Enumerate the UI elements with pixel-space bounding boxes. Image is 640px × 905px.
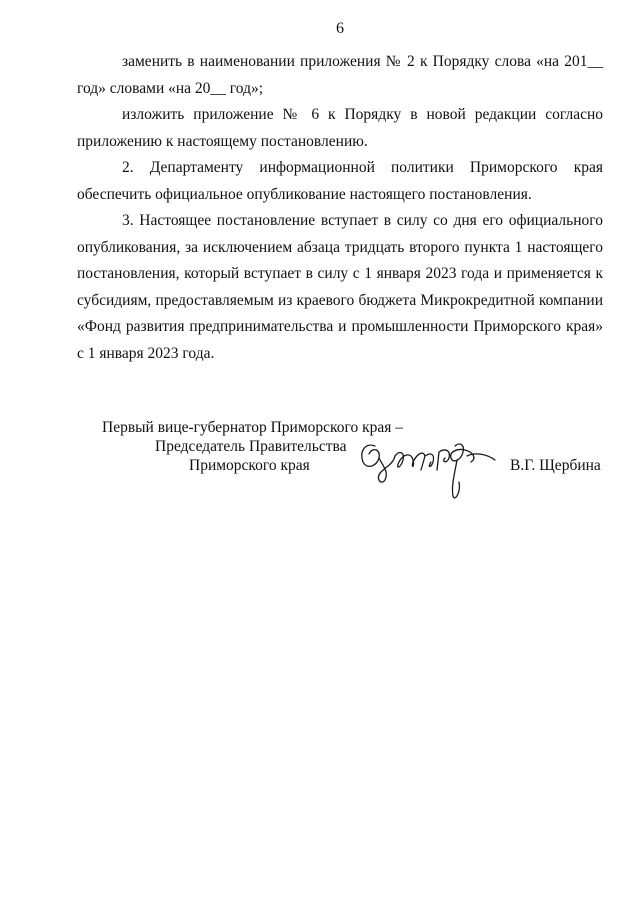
paragraph-rename-appendix: заменить в наименовании приложения № 2 к Порядку слова «на 201__ год» словами «на 20__ год»; (77, 53, 603, 97)
signatory-name: В.Г. Щербина (510, 457, 601, 474)
signatory-title-line-1: Первый вице-губернатор Приморского края – (102, 419, 404, 436)
document-body (77, 49, 603, 367)
paragraph-effective-date: 3. Настоящее постановление вступает в силу со дня его официального опубликования, за исключением абзаца тридцать второго пункта 1 настоящего постановления, который вступает в силу с 1 января 2023 года и применяется к субсидиям, предоставляемым из краевого бюджета Микрокредитной компании «Фонд развития предпринимательства и промышленности Приморского края» с 1 января 2023 года. (77, 212, 603, 362)
handwritten-signature (355, 432, 505, 502)
page-number: 6 (336, 20, 344, 37)
paragraph-publication: 2. Департаменту информационной политики Приморского края обеспечить официальное опубликование настоящего постановления. (77, 159, 603, 203)
paragraph-new-appendix-edition: изложить приложение № 6 к Порядку в новой редакции согласно приложению к настоящему постановлению. (77, 106, 603, 150)
signatory-title-line-2: Председатель Правительства (155, 438, 347, 455)
signatory-title-line-3: Приморского края (189, 457, 310, 474)
